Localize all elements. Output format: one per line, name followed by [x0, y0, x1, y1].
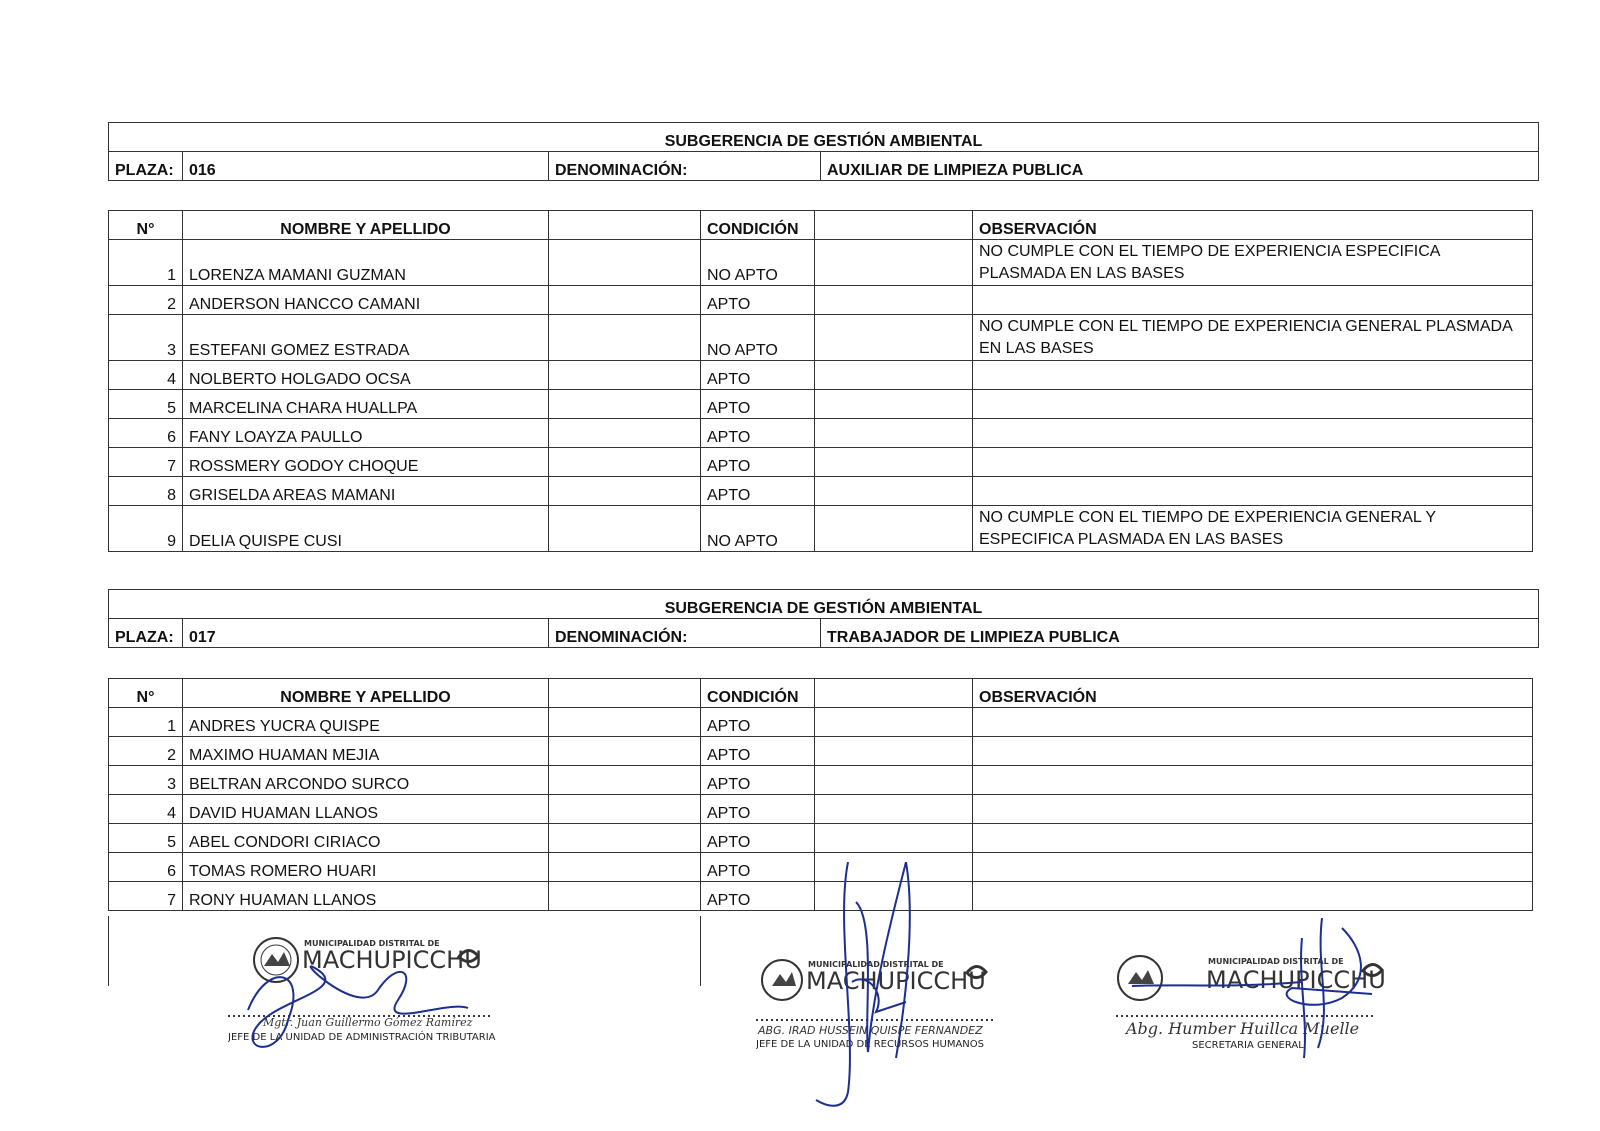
row-observation: NO CUMPLE CON EL TIEMPO DE EXPERIENCIA GENERAL Y ESPECIFICA PLASMADA EN LAS BASES — [973, 506, 1533, 552]
table-row — [109, 315, 1533, 361]
empty-cell — [815, 361, 973, 390]
row-name: TOMAS ROMERO HUARI — [183, 853, 549, 882]
stamp-seal-icon — [1112, 918, 1412, 1078]
empty-cell — [549, 211, 701, 240]
section-1-header — [108, 122, 1539, 181]
row-condition: APTO — [701, 390, 815, 419]
table-row — [109, 240, 1533, 286]
empty-cell — [815, 419, 973, 448]
row-condition: APTO — [701, 419, 815, 448]
row-number: 1 — [109, 708, 183, 737]
row-condition: APTO — [701, 882, 815, 911]
row-number: 1 — [109, 240, 183, 286]
empty-cell — [549, 708, 701, 737]
table-row — [109, 361, 1533, 390]
row-condition: APTO — [701, 708, 815, 737]
row-number: 2 — [109, 286, 183, 315]
section-1-table — [108, 210, 1533, 552]
row-observation — [973, 419, 1533, 448]
table-row — [109, 286, 1533, 315]
row-name: MAXIMO HUAMAN MEJIA — [183, 737, 549, 766]
empty-cell — [549, 315, 701, 361]
section-2-header — [108, 589, 1539, 648]
col-condition: CONDICIÓN — [701, 679, 815, 708]
row-observation — [973, 448, 1533, 477]
table-row — [109, 448, 1533, 477]
empty-cell — [815, 315, 973, 361]
row-name: RONY HUAMAN LLANOS — [183, 882, 549, 911]
empty-cell — [549, 795, 701, 824]
empty-cell — [549, 766, 701, 795]
row-number: 7 — [109, 448, 183, 477]
col-observation: OBSERVACIÓN — [973, 679, 1533, 708]
row-name: MARCELINA CHARA HUALLPA — [183, 390, 549, 419]
empty-cell — [549, 448, 701, 477]
stamp-title: MACHUPICCHU — [1206, 966, 1386, 994]
row-observation — [973, 824, 1533, 853]
row-name: ANDRES YUCRA QUISPE — [183, 708, 549, 737]
empty-cell — [549, 240, 701, 286]
row-number: 7 — [109, 882, 183, 911]
row-number: 5 — [109, 824, 183, 853]
row-condition: APTO — [701, 361, 815, 390]
row-number: 3 — [109, 766, 183, 795]
area-title: SUBGERENCIA DE GESTIÓN AMBIENTAL — [109, 590, 1539, 619]
signer-role: JEFE DE LA UNIDAD DE ADMINISTRACIÓN TRIBUTARIA — [228, 1032, 496, 1043]
table-row — [109, 506, 1533, 552]
row-condition: APTO — [701, 448, 815, 477]
signature-block-1 — [228, 930, 508, 1070]
stamp-title: MACHUPICCHU — [806, 967, 986, 995]
row-name: ANDERSON HANCCO CAMANI — [183, 286, 549, 315]
row-observation — [973, 882, 1533, 911]
row-observation — [973, 737, 1533, 766]
empty-cell — [549, 390, 701, 419]
table-row — [109, 419, 1533, 448]
empty-cell — [549, 506, 701, 552]
col-name: NOMBRE Y APELLIDO — [183, 211, 549, 240]
row-observation — [973, 477, 1533, 506]
empty-cell — [549, 824, 701, 853]
row-number: 3 — [109, 315, 183, 361]
denominacion-value: TRABAJADOR DE LIMPIEZA PUBLICA — [821, 619, 1539, 648]
empty-cell — [815, 477, 973, 506]
row-condition: APTO — [701, 737, 815, 766]
row-condition: APTO — [701, 824, 815, 853]
row-number: 2 — [109, 737, 183, 766]
col-condition: CONDICIÓN — [701, 211, 815, 240]
denominacion-label: DENOMINACIÓN: — [549, 619, 821, 648]
row-condition: APTO — [701, 766, 815, 795]
plaza-label: PLAZA: — [109, 152, 183, 181]
row-condition: NO APTO — [701, 240, 815, 286]
row-number: 5 — [109, 390, 183, 419]
stamp-header: MUNICIPALIDAD DISTRITAL DE — [304, 939, 440, 948]
row-condition: APTO — [701, 853, 815, 882]
signer-role: JEFE DE LA UNIDAD DE RECURSOS HUMANOS — [756, 1039, 984, 1050]
row-name: ESTEFANI GOMEZ ESTRADA — [183, 315, 549, 361]
row-condition: NO APTO — [701, 315, 815, 361]
stamp-title: MACHUPICCHU — [302, 946, 482, 974]
row-name: BELTRAN ARCONDO SURCO — [183, 766, 549, 795]
stamp-header: MUNICIPALIDAD DISTRITAL DE — [1208, 957, 1344, 966]
empty-cell — [549, 853, 701, 882]
row-name: NOLBERTO HOLGADO OCSA — [183, 361, 549, 390]
table-row — [109, 708, 1533, 737]
plaza-label: PLAZA: — [109, 619, 183, 648]
empty-cell — [549, 882, 701, 911]
row-name: LORENZA MAMANI GUZMAN — [183, 240, 549, 286]
empty-cell — [549, 679, 701, 708]
table-row — [109, 737, 1533, 766]
stamp-seal-icon — [228, 930, 508, 1070]
empty-cell — [815, 824, 973, 853]
row-name: FANY LOAYZA PAULLO — [183, 419, 549, 448]
empty-cell — [815, 240, 973, 286]
row-number: 8 — [109, 477, 183, 506]
signer-name: Mgtr. Juan Guillermo Gómez Ramírez — [263, 1016, 473, 1029]
plaza-value: 017 — [183, 619, 549, 648]
row-observation — [973, 795, 1533, 824]
row-number: 4 — [109, 361, 183, 390]
row-observation — [973, 390, 1533, 419]
col-number: N° — [109, 211, 183, 240]
empty-cell — [815, 506, 973, 552]
col-name: NOMBRE Y APELLIDO — [183, 679, 549, 708]
row-observation: NO CUMPLE CON EL TIEMPO DE EXPERIENCIA GENERAL PLASMADA EN LAS BASES — [973, 315, 1533, 361]
row-observation — [973, 708, 1533, 737]
table-row — [109, 390, 1533, 419]
row-name: GRISELDA AREAS MAMANI — [183, 477, 549, 506]
table-row — [109, 766, 1533, 795]
denominacion-label: DENOMINACIÓN: — [549, 152, 821, 181]
row-observation — [973, 361, 1533, 390]
area-title: SUBGERENCIA DE GESTIÓN AMBIENTAL — [109, 123, 1539, 152]
signer-role: SECRETARIA GENERAL — [1192, 1040, 1304, 1051]
empty-cell — [549, 419, 701, 448]
empty-cell — [815, 679, 973, 708]
empty-cell — [815, 795, 973, 824]
row-number: 6 — [109, 419, 183, 448]
row-name: ABEL CONDORI CIRIACO — [183, 824, 549, 853]
empty-cell — [549, 286, 701, 315]
stamp-seal-icon — [756, 862, 1016, 1122]
stamp-header: MUNICIPALIDAD DISTRITAL DE — [808, 960, 944, 969]
empty-cell — [815, 708, 973, 737]
signer-name: Abg. Humber Huillca Muelle — [1126, 1019, 1360, 1038]
table-row — [109, 824, 1533, 853]
empty-cell — [815, 448, 973, 477]
denominacion-value: AUXILIAR DE LIMPIEZA PUBLICA — [821, 152, 1539, 181]
empty-cell — [815, 766, 973, 795]
signer-name: ABG. IRAD HUSSEIN QUISPE FERNANDEZ — [758, 1024, 983, 1037]
row-condition: NO APTO — [701, 506, 815, 552]
empty-cell — [815, 211, 973, 240]
empty-cell — [549, 477, 701, 506]
row-condition: APTO — [701, 795, 815, 824]
plaza-value: 016 — [183, 152, 549, 181]
row-observation — [973, 853, 1533, 882]
row-observation: NO CUMPLE CON EL TIEMPO DE EXPERIENCIA ESPECIFICA PLASMADA EN LAS BASES — [973, 240, 1533, 286]
col-number: N° — [109, 679, 183, 708]
col-observation: OBSERVACIÓN — [973, 211, 1533, 240]
empty-cell — [815, 286, 973, 315]
empty-cell — [815, 390, 973, 419]
row-number: 4 — [109, 795, 183, 824]
empty-cell — [549, 737, 701, 766]
row-name: DELIA QUISPE CUSI — [183, 506, 549, 552]
row-observation — [973, 286, 1533, 315]
row-name: DAVID HUAMAN LLANOS — [183, 795, 549, 824]
row-observation — [973, 766, 1533, 795]
signature-block-2 — [756, 862, 1016, 1122]
row-condition: APTO — [701, 286, 815, 315]
signature-block-3 — [1112, 918, 1412, 1078]
empty-cell — [815, 737, 973, 766]
row-number: 6 — [109, 853, 183, 882]
row-condition: APTO — [701, 477, 815, 506]
empty-cell — [549, 361, 701, 390]
row-number: 9 — [109, 506, 183, 552]
table-row — [109, 477, 1533, 506]
table-border-line — [108, 916, 109, 986]
row-name: ROSSMERY GODOY CHOQUE — [183, 448, 549, 477]
table-border-line — [700, 916, 701, 986]
table-row — [109, 795, 1533, 824]
